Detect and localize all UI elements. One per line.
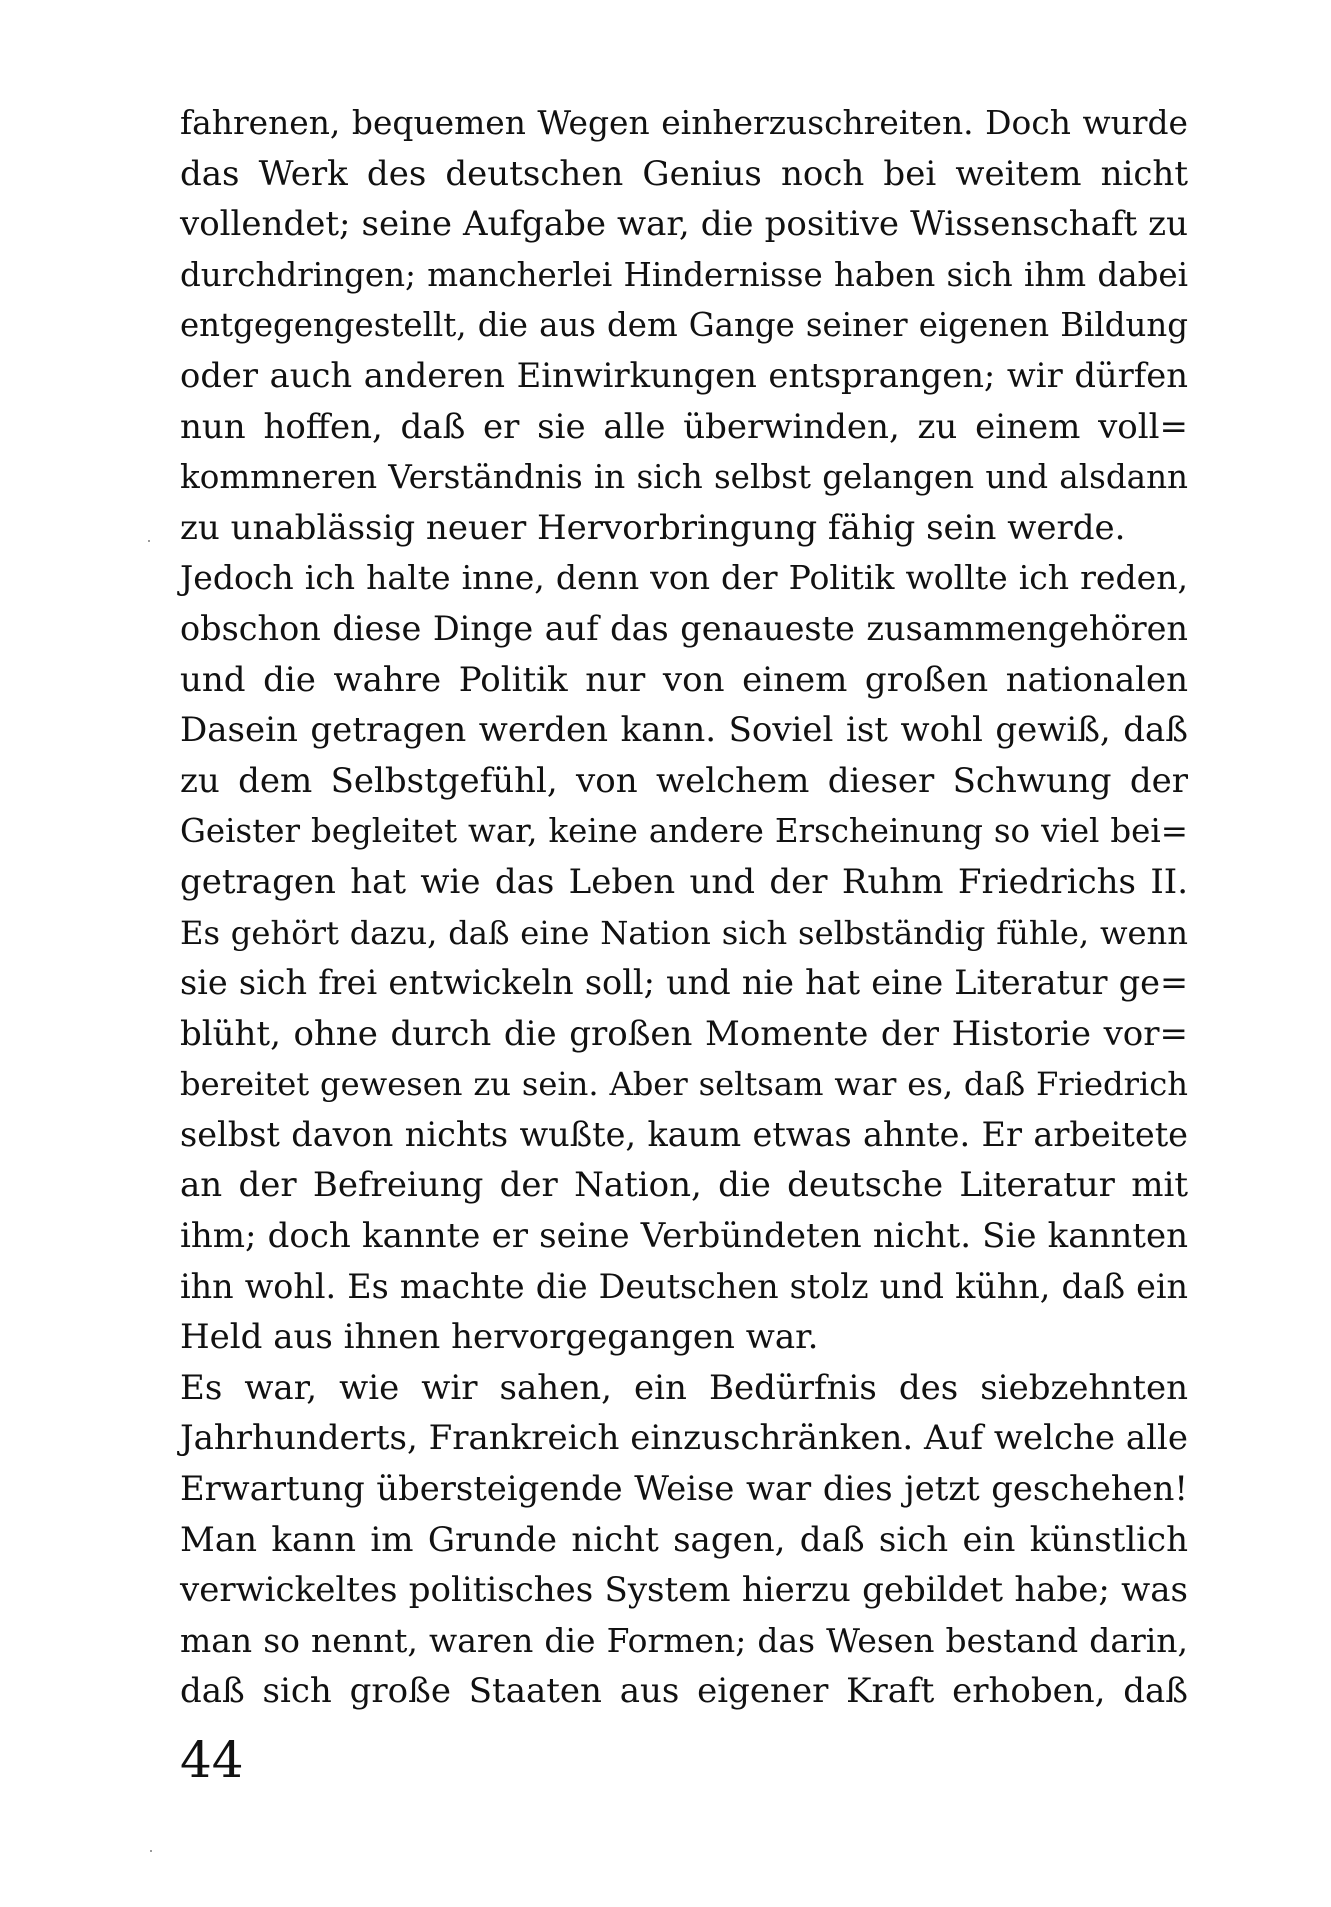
text-line: Jedoch ich halte inne, denn von der Politik wollte ich reden, xyxy=(180,558,1188,598)
text-line: verwickeltes politisches System hierzu gebildet habe; was xyxy=(180,1570,1188,1611)
margin-speck xyxy=(150,1850,152,1852)
text-line: Erwartung übersteigende Weise war dies jetzt geschehen! xyxy=(180,1469,1188,1509)
text-line: zu unablässig neuer Hervorbringung fähig sein werde. xyxy=(180,507,1126,548)
text-line: und die wahre Politik nur von einem großen nationalen xyxy=(180,659,1188,700)
text-line: kommneren Verständnis in sich selbst gelangen und alsdann xyxy=(180,458,1188,497)
text-line: an der Befreiung der Nation, die deutsche Literatur mit xyxy=(180,1165,1188,1206)
text-line: vollendet; seine Aufgabe war, die positive Wissenschaft zu xyxy=(180,204,1188,245)
text-line: Es war, wie wir sahen, ein Bedürfnis des siebzehnten xyxy=(180,1367,1188,1408)
text-line: entgegengestellt, die aus dem Gange seiner eigenen Bildung xyxy=(180,306,1188,345)
text-line: selbst davon nichts wußte, kaum etwas ahnte. Er arbeitete xyxy=(180,1114,1188,1154)
text-line: oder auch anderen Einwirkungen entsprangen; wir dürfen xyxy=(180,355,1188,395)
text-line: Geister begleitet war, keine andere Erscheinung so viel bei= xyxy=(180,812,1188,851)
text-line: bereitet gewesen zu sein. Aber seltsam war es, daß Friedrich xyxy=(180,1065,1188,1104)
text-line: ihm; doch kannte er seine Verbündeten nicht. Sie kannten xyxy=(180,1216,1188,1257)
margin-speck xyxy=(148,540,150,542)
text-line: getragen hat wie das Leben und der Ruhm Friedrichs II. xyxy=(180,861,1188,902)
text-line: Jahrhunderts, Frankreich einzuschränken. Auf welche alle xyxy=(180,1418,1188,1459)
text-line: durchdringen; mancherlei Hindernisse haben sich ihm dabei xyxy=(180,255,1188,294)
text-line: Held aus ihnen hervorgegangen war. xyxy=(180,1317,819,1358)
text-line: sie sich frei entwickeln soll; und nie hat eine Literatur ge= xyxy=(180,963,1188,1003)
text-line: zu dem Selbstgefühl, von welchem dieser Schwung der xyxy=(180,760,1188,801)
text-line: Dasein getragen werden kann. Soviel ist wohl gewiß, daß xyxy=(180,710,1188,751)
text-line: obschon diese Dinge auf das genaueste zusammengehören xyxy=(180,608,1188,648)
text-line: ihn wohl. Es machte die Deutschen stolz und kühn, daß ein xyxy=(180,1266,1188,1306)
text-line: daß sich große Staaten aus eigener Kraft erhoben, daß xyxy=(180,1671,1188,1712)
page-number: 44 xyxy=(180,1731,244,1789)
text-line: man so nennt, waren die Formen; das Wesen bestand darin, xyxy=(180,1620,1188,1660)
body-text xyxy=(180,98,1188,1717)
text-line: das Werk des deutschen Genius noch bei weitem nicht xyxy=(180,153,1188,194)
text-line: fahrenen, bequemen Wegen einherzuschreiten. Doch wurde xyxy=(180,103,1188,142)
text-line: Es gehört dazu, daß eine Nation sich selbständig fühle, wenn xyxy=(180,913,1188,952)
text-line: Man kann im Grunde nicht sagen, daß sich ein künstlich xyxy=(180,1519,1188,1560)
text-line: blüht, ohne durch die großen Momente der Historie vor= xyxy=(180,1013,1188,1054)
text-line: nun hoffen, daß er sie alle überwinden, zu einem voll= xyxy=(180,406,1188,447)
